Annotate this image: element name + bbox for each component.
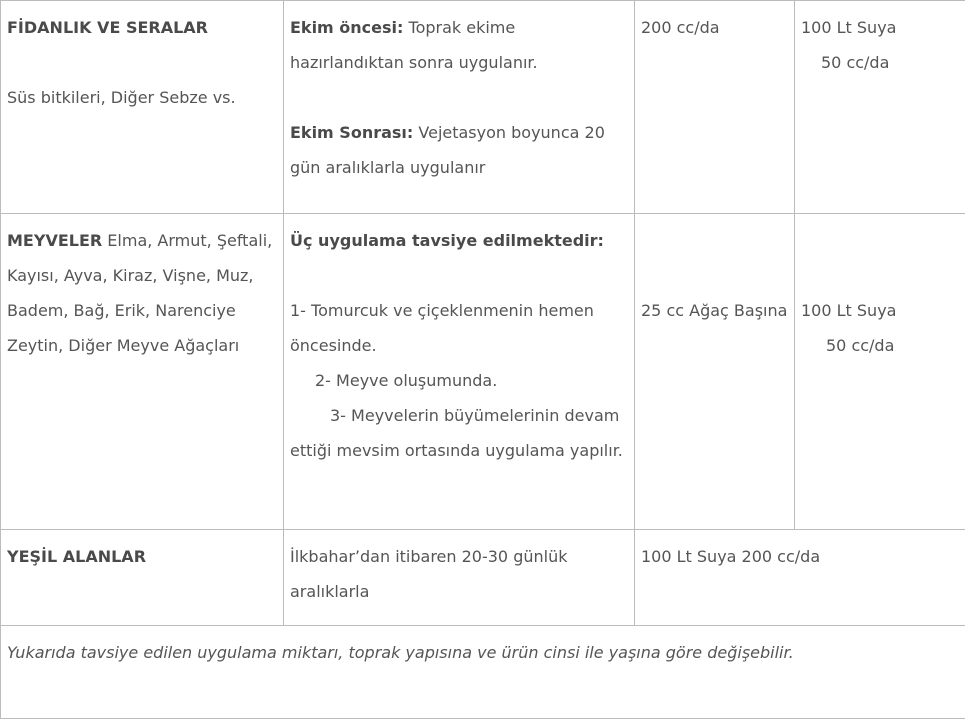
dose-value: 100 Lt Suya 200 cc/da [641,547,820,566]
method-cell [284,214,635,530]
dilution-line2: 50 cc/da [801,45,964,80]
dilution-cell [795,1,965,214]
crop-subtitle: Süs bitkileri, Diğer Sebze vs. [7,80,277,115]
dilution-cell [795,214,965,530]
crop-cell [1,530,284,626]
dilution-line1: 100 Lt Suya [801,293,964,328]
method-step-3: 3- Meyvelerin büyümelerinin devam ettiği mevsim ortasında uygulama yapılır. [290,398,628,468]
crop-subtitle: Elma, Armut, Şeftali, Kayısı, Ayva, Kiraz, Vişne, Muz, Badem, Bağ, Erik, Narenciye Zeytin, Diğer Meyve Ağaçları [7,231,272,355]
table-row [1,1,965,214]
method-cell [284,530,635,626]
method-text: İlkbahar’dan itibaren 20-30 günlük aralıklarla [290,547,567,601]
crop-title: FİDANLIK VE SERALAR [7,10,277,45]
crop-cell [1,214,284,530]
table-row [1,214,965,530]
method-heading: Üç uygulama tavsiye edilmektedir: [290,223,628,258]
method-step-1: 1- Tomurcuk ve çiçeklenmenin hemen öncesinde. [290,293,628,363]
dose-cell [635,1,795,214]
dilution-line1: 100 Lt Suya [801,10,964,45]
dose-value: 25 cc Ağaç Başına [641,293,788,328]
crop-title: YEŞİL ALANLAR [7,547,146,566]
pre-sowing-label: Ekim öncesi: [290,18,403,37]
method-cell [284,1,635,214]
crop-cell [1,1,284,214]
post-sowing-label: Ekim Sonrası: [290,123,413,142]
dose-cell [635,214,795,530]
crop-title: MEYVELER [7,231,102,250]
note-cell [1,626,965,719]
post-sowing-text: Vejetasyon boyunca 20 gün aralıklarla uygulanır [290,123,605,177]
table-row [1,626,965,719]
footnote: Yukarıda tavsiye edilen uygulama miktarı, toprak yapısına ve ürün cinsi ile yaşına göre değişebilir. [7,643,794,662]
dilution-line2: 50 cc/da [801,328,964,363]
method-step-2: 2- Meyve oluşumunda. [290,363,628,398]
pre-sowing-text: Toprak ekime hazırlandıktan sonra uygulanır. [290,18,538,72]
dose-cell [635,530,965,626]
table-row [1,530,965,626]
dose-value: 200 cc/da [641,18,720,37]
